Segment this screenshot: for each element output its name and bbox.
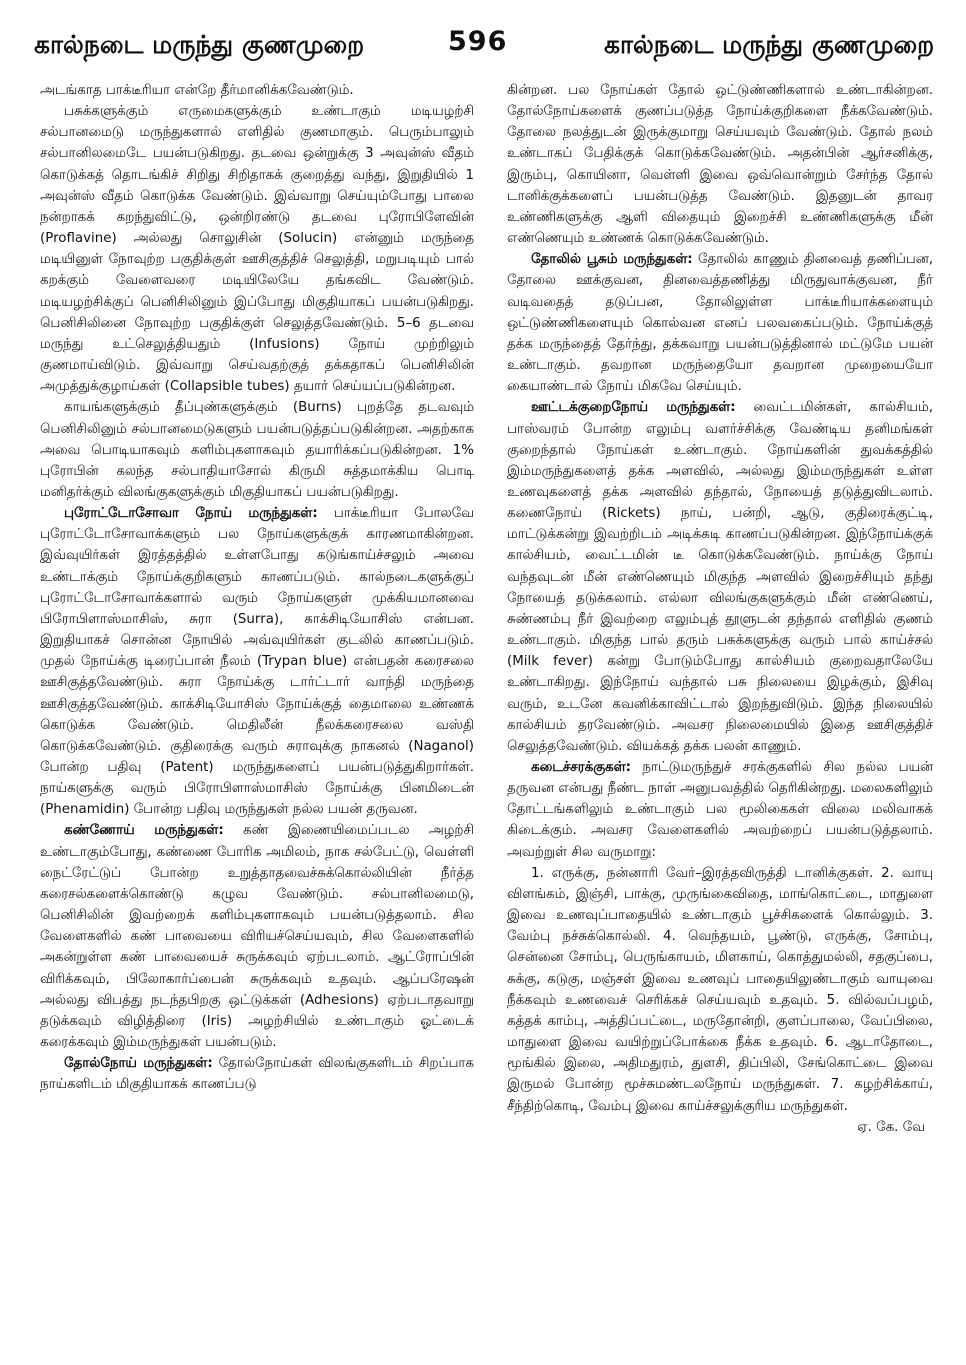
paragraph: அடங்காத பாக்டீரியா என்றே தீர்மானிக்கவேண்டும்.	[40, 83, 354, 98]
paragraph-text: தோலில் காணும் தினவைத் தணிப்பன, தோலை ஊக்குவன, தினவைத்தணித்து மிருதுவாக்குவன, நீர் வடிவதைத் தடுப்பன, தோலிலுள்ள பாக்டீரியாக்களையும் ஒட்டுண்ணிகளையும் கொல்வன எனப் பலவகைப்படும். நோய்க்குத் தக்க மருந்தைத் தேர்ந்து, தக்கவாறு பயன்படுத்தினால் மட்டுமே பயன் உண்டாகும். தவறான மருந்தையோ தவறான முறையையோ கையாண்டால் நோய் மிகவே செய்யும்.	[507, 252, 933, 395]
running-title-left: கால்நடை மருந்து குணமுறை	[34, 30, 365, 59]
paragraph-text: பாக்டீரியா போலவே புரோட்டோசோவாக்களும் பல நோய்களுக்குக் காரணமாகின்றன. இவ்வுயிர்கள் இரத்தத்தில் உள்ளபோது கடுங்காய்ச்சலும் அவை உண்டாக்கும் நோய்க்குறிகளும் காணப்படும். கால்நடைகளுக்குப் புரோட்டோசோவாக்களால் வரும் நோய்களுள் முக்கியமானவை பிரோபிளாஸ்மாசிஸ், சுரா (Surra), காக்சிடியோசிஸ் என்பன. இறுதியாகச் சொன்ன நோயில் அவ்வுயிர்கள் குடலில் காணப்படும். முதல் நோய்க்கு டிரைப்பான் நீலம் (Trypan blue) என்பதன் கரைசலை ஊசிகுத்தவேண்டும். சுரா நோய்க்கு டார்ட்டார் வாந்தி மருந்தை ஊசிகுத்தவேண்டும். காக்சிடியோசிஸ் நோய்க்குத் தைமாலை உண்ணக் கொடுக்க வேண்டும். மெதிலீன் நீலக்கரைசலை வஸ்தி கொடுக்கவேண்டும். குதிரைக்கு வரும் சுராவுக்கு நாகனல் (Naganol) போன்ற பதிவு (Patent) மருந்துகளைப் பயன்படுத்துகிறார்கள். நாய்களுக்கு வரும் பிரோபிளாஸ்மாசிஸ் நோய்க்கு பினமிடைன் (Phenamidin) போன்ற பதிவு மருந்துகள் நல்ல பயன் தருவன.	[40, 506, 474, 818]
page-number: 596	[448, 26, 508, 57]
section-heading: தோலில் பூசும் மருந்துகள்:	[531, 252, 693, 268]
section-heading: புரோட்டோசோவா நோய் மருந்துகள்:	[64, 506, 318, 522]
paragraph: 1. எருக்கு, நன்னாரி வேர்–இரத்தவிருத்தி டானிக்குகள். 2. வாயு விளங்கம், இஞ்சி, பாக்கு, முருங்கைவிதை, மாங்கொட்டை, மாதுளை இவை உணவுப்பாதையில் உண்டாகும் பூச்சிகளைக் கொல்லும். 3. வேம்பு நச்சுக்கொல்லி. 4. வெந்தயம், பூண்டு, எருக்கு, சோம்பு, சென்னை சோம்பு, பெருங்காயம், மிளகாய், கொத்துமல்லி, சதகுப்பை, சுக்கு, கடுகு, மஞ்சள் இவை உணவுப் பாதையிலுண்டாகும் வாயுவை நீக்கவும் உணவைச் செரிக்கச் செய்யவும் உதவும். 5. வில்வப்பழம், கத்தக் காம்பு, அத்திப்பட்டை, மருதோன்றி, குளப்பாலை, வேப்பிலை, மாதுளை இவை வயிற்றுப்போக்கை நீக்க உதவும். 6. ஆடாதோடை, மூங்கில் இலை, அதிமதுரம், துளசி, திப்பிலி, சேங்கொட்டை இவை இருமல் போன்ற மூச்சுமண்டலநோய் மருந்துகள். 7. கழற்சிக்காய், சீந்திற்கொடி, வேம்பு இவை காய்ச்சலுக்குரிய மருந்துகள்.	[507, 865, 933, 1114]
paragraph-text: கண் இணையிமைப்படல அழற்சி உண்டாகும்போது, கண்ணை போரிக அமிலம், நாக சல்பேட்டு, வெள்ளி நைட்ரேட்டுப் போன்ற உறுத்தாதவைச்சுக்கொல்லியின் நீர்த்த கரைசல்களைக்கொண்டு கழுவ வேண்டும். சல்பானிலமைடு, பெனிசிலின் இவற்றைக் களிம்புகளாகவும் பயன்படுத்தலாம். சில வேளைகளில் கண் பாவையை விரியச்செய்யவும், சில வேளைகளில் அகன்றுள்ள கண் பாவையைச் சுருக்கவும் ஏற்படலாம். ஆட்ரோப்பின் விரிக்கவும், பிலோகார்ப்பைன் சுருக்கவும் உதவும். ஆப்பரேஷன் அல்லது விபத்து நடந்தபிறகு ஒட்டுக்கள் (Adhesions) ஏற்படாதவாறு தடுக்கவும் விழித்திரை (Iris) அழற்சியில் உண்டாகும் ஓட்டைக் கரைக்கவும் இம்மருந்துகள் பயன்படும்.	[40, 823, 474, 1051]
paragraph	[507, 757, 933, 863]
paragraph-text: நாட்டுமருந்துச் சரக்குகளில் சில நல்ல பயன் தருவன என்பது நீண்ட நாள் அனுபவத்தில் தெரிகின்றது. மலைகளிலும் தோட்டங்களிலும் உண்டாகும் பல மூலிகைகள் விலை மலிவாகக் கிடைக்கும். அவசர வேளைகளில் அவற்றைப் பயன்படுத்தலாம். அவற்றுள் சில வருமாறு:	[507, 760, 933, 860]
section-heading: ஊட்டக்குறைநோய் மருந்துகள்:	[531, 400, 736, 416]
right-column	[507, 80, 933, 1350]
running-title-right: கால்நடை மருந்து குணமுறை	[604, 30, 935, 59]
left-column	[40, 80, 474, 1350]
paragraph	[40, 1053, 474, 1095]
author-signature: ஏ. கே. வே	[857, 1119, 925, 1135]
section-heading: தோல்நோய் மருந்துகள்:	[64, 1056, 213, 1072]
section-heading: கடைச்சரக்குகள்:	[531, 760, 632, 775]
paragraph: பசுக்களுக்கும் எருமைகளுக்கும் உண்டாகும் மடியழற்சி சல்பானமைடு மருந்துகளால் எளிதில் குணமாகும். பெரும்பாலும் சல்பானிலமைடே பயன்படுகிறது. தடவை ஒன்றுக்கு 3 அவுன்ஸ் வீதம் கொடுக்கத் தொடங்கிச் சிறிது சிறிதாகக் குறைத்து வந்து, இறுதியில் 1 அவுன்ஸ் வீதம் கொடுக்க வேண்டும். இவ்வாறு செய்யும்போது பாலை நன்றாகக் கறந்துவிட்டு, ஒன்றிரண்டு தடவை புரோபிளேவின் (Proflavine) அல்லது சொலுசின் (Solucin) என்னும் மருந்தை மடியினுள் நோவுற்ற பகுதிக்குள் ஊசிகுத்திச் செலுத்தி, மறுபடியும் பால் கறக்கும் வேளைவரை மடியிலேயே தங்கவிட வேண்டும். மடியழற்சிக்குப் பெனிசிலினும் இப்போது மிகுதியாகப் பயன்படுகிறது. பெனிசிலினை நோவுற்ற பகுதிக்குள் செலுத்தவேண்டும். 5–6 தடவை மருந்து உட்செலுத்தியதும் (Infusions) நோய் முற்றிலும் குணமாய்விடும். இவ்வாறு செய்வதற்குத் தக்கதாகப் பெனிசிலின் அமுத்துக்குழாய்கள் (Collapsible tubes) தயார் செய்யப்படுகின்றன.	[40, 104, 474, 395]
section-heading: கண்ணோய் மருந்துகள்:	[64, 823, 224, 839]
page-header	[0, 0, 966, 70]
paragraph-text: வைட்டமின்கள், கால்சியம், பாஸ்வரம் போன்ற எலும்பு வளர்ச்சிக்கு வேண்டிய தனிமங்கள் குறைந்தால் நோய்கள் உண்டாகும். நோய்களின் துவக்கத்தில் இம்மருந்துகளைத் தக்க அளவில், அல்லது இம்மருந்துகள் உள்ள உணவுகளைத் தக்க அளவில் தந்தால், நோயைத் தடுத்துவிடலாம். கணைநோய் (Rickets) நாய், பன்றி, ஆடு, குதிரைக்குட்டி, மாட்டுக்கன்று இவற்றிடம் அடிக்கடி காணப்படுகின்றன. இந்நோய்க்குக் கால்சியம், வைட்டமின் டீ கொடுக்கவேண்டும். நாய்க்கு நோய் வந்தவுடன் மீன் எண்ணெயும் மிகுந்த அளவில் இறைச்சியும் தந்து நோயைத் தடுக்கலாம். எல்லா விலங்குகளுக்கும் மீன் எண்ணெய், சுண்ணம்பு நீர் இவற்றை எலும்புத் தூளுடன் தந்தால் எளிதில் குணம் உண்டாகும். மிகுந்த பால் தரும் பசுக்களுக்கு வரும் பால் காய்ச்சல் (Milk fever) கன்று போடும்போது கால்சியம் குறைவதாலேயே உண்டாகிறது. இந்நோய் வந்தால் பசு நிலையை இழக்கும், இசிவு வரும், உடனே கவனிக்காவிட்டால் இறந்துவிடும். இந்த நிலையில் கால்சியம் தரவேண்டும். அவசர நிலைமையில் இதை ஊசிகுத்திச் செலுத்தவேண்டும். வியக்கத் தக்க பலன் காணும்.	[507, 400, 933, 754]
paragraph	[40, 503, 474, 820]
paragraph: காயங்களுக்கும் தீப்புண்களுக்கும் (Burns) புறத்தே தடவவும் பெனிசிலினும் சல்பானமைடுகளும் பயன்படுத்தப்படுகின்றன. அதற்காக அவை பொடியாகவும் களிம்புகளாகவும் தயாரிக்கப்படுகின்றன. 1% புரோபின் கலந்த சல்பாதியாசோல் கிருமி சுத்தமாக்கிய பொடி மனிதர்க்கும் விலங்குகளுக்கும் மிகுதியாகப் பயன்படுகிறது.	[40, 400, 474, 500]
paragraph	[40, 820, 474, 1053]
paragraph-text: தோல்நோய்கள் விலங்குகளிடம் சிறப்பாக நாய்களிடம் மிகுதியாகக் காணப்படு	[40, 1056, 474, 1093]
paragraph	[507, 249, 933, 397]
paragraph	[507, 397, 933, 757]
paragraph: கின்றன. பல நோய்கள் தோல் ஒட்டுண்ணிகளால் உண்டாகின்றன. தோல்நோய்களைக் குணப்படுத்த நோய்க்குறிகளை நீக்கவேண்டும். தோலை நலத்துடன் இருக்குமாறு செய்யவும் வேண்டும். தோல் நலம் உண்டாகப் பேதிக்குக் கொடுக்கவேண்டும். அதன்பின் ஆர்சனிக்கு, இரும்பு, கொயினா, வெள்ளி இவை ஒவ்வொன்றும் சேர்ந்த தோல் டானிக்குக்களைப் பயன்படுத்த வேண்டும். இதனுடன் தாவர உண்ணிகளுக்கு ஆளி விதையும் இறைச்சி உண்ணிகளுக்கு மீன் எண்ணெயும் உண்ணக் கொடுக்கவேண்டும்.	[507, 83, 933, 247]
